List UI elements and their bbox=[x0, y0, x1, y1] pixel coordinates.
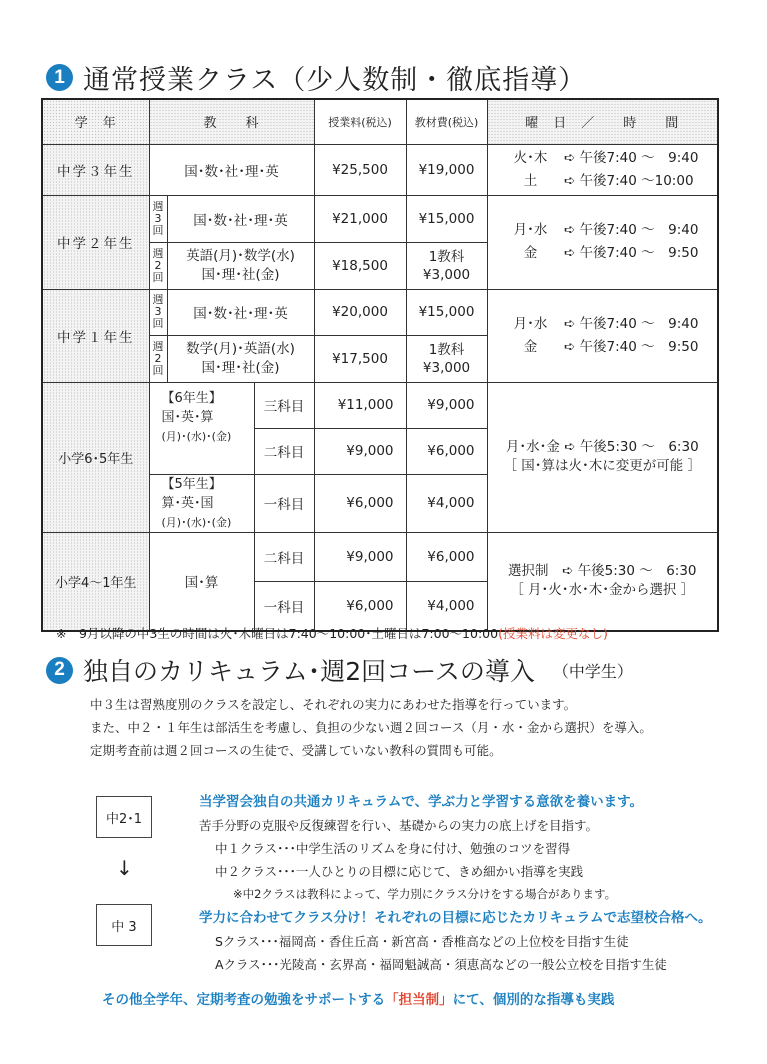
fee-es65-3: ¥11,000 bbox=[314, 382, 406, 428]
weekly2-label: 週 2 回 bbox=[149, 242, 167, 289]
curriculum-line: 中１クラス･･･中学生活のリズムを身に付け、勉強のコツを習得 bbox=[215, 841, 571, 856]
footer-post: にて、個別的な指導も実践 bbox=[452, 992, 615, 1008]
fee-ms1-w3: ¥20,000 bbox=[314, 289, 406, 335]
schedule-es41: 選択制 ➪ 午後5:30 ～ 6:30 ［ 月･火･水･木･金から選択 ］ bbox=[487, 532, 718, 631]
curriculum-line: Aクラス･･･光陵高・玄界高・福岡魁誠高・須恵高などの一般公立校を目指す生徒 bbox=[215, 957, 667, 972]
footer-highlight: 「担当制」 bbox=[385, 992, 453, 1008]
section1-title bbox=[46, 58, 586, 97]
section2-title-text: 独自のカリキュラム･週2回コースの導入 bbox=[83, 657, 535, 686]
weekly3-label: 週 3 回 bbox=[149, 195, 167, 242]
down-arrow-icon: ↓ bbox=[116, 856, 133, 880]
fee-ms3: ¥25,500 bbox=[314, 144, 406, 195]
fee-ms2-w3: ¥21,000 bbox=[314, 195, 406, 242]
curriculum-note: ※中2クラスは教科によって、学力別にクラス分けをする場合があります。 bbox=[233, 887, 617, 901]
weekly3-label: 週 3 回 bbox=[149, 289, 167, 335]
footer-pre: その他全学年、定期考査の勉強をサポートする bbox=[102, 992, 386, 1008]
intro-line: 定期考査前は週２回コースの生徒で、受講していない教科の質問も可能。 bbox=[90, 743, 502, 758]
grade-ms3: 中学３年生 bbox=[42, 144, 149, 195]
subjects-ms2-w3: 国･数･社･理･英 bbox=[167, 195, 314, 242]
grade-ms1: 中学１年生 bbox=[42, 289, 149, 382]
material-es65-3: ¥9,000 bbox=[406, 382, 487, 428]
count-es65-3: 三科目 bbox=[254, 382, 314, 428]
curriculum-ms21-headline: 当学習会独自の共通カリキュラムで、学ぶ力と学習する意欲を養います。 bbox=[199, 794, 644, 810]
table-note bbox=[56, 624, 608, 642]
material-es65-2: ¥6,000 bbox=[406, 428, 487, 474]
count-es41-1: 一科目 bbox=[254, 581, 314, 631]
table-note-text: ※ 9月以降の中3生の時間は火･木曜日は7:40～10:00･土曜日は7:00～10:00 bbox=[56, 626, 499, 641]
curriculum-line: Sクラス･･･福岡高・香住丘高・新宮高・香椎高などの上位校を目指す生徒 bbox=[215, 934, 629, 949]
material-ms2-w2: 1教科 ¥3,000 bbox=[406, 242, 487, 289]
curriculum-ms3-headline: 学力に合わせてクラス分け！それぞれの目標に応じたカリキュラムで志望校合格へ。 bbox=[199, 910, 712, 926]
material-es41-2: ¥6,000 bbox=[406, 532, 487, 581]
fee-ms1-w2: ¥17,500 bbox=[314, 335, 406, 382]
material-ms1-w3: ¥15,000 bbox=[406, 289, 487, 335]
grade-es41: 小学4～1年生 bbox=[42, 532, 149, 631]
grade-box-ms3: 中 3 bbox=[96, 904, 152, 946]
schedule-ms3: 火･木 ➪ 午後7:40 ～ 9:40 土 ➪ 午後7:40 ～10:00 bbox=[487, 144, 718, 195]
section2-subtitle: （中学生） bbox=[552, 661, 633, 681]
class-schedule-table bbox=[41, 98, 719, 632]
material-ms1-w2: 1教科 ¥3,000 bbox=[406, 335, 487, 382]
subjects-ms2-w2: 英語(月)･数学(水) 国･理･社(金) bbox=[167, 242, 314, 289]
table-note-red: (授業料は変更なし) bbox=[498, 626, 608, 641]
fee-ms2-w2: ¥18,500 bbox=[314, 242, 406, 289]
curriculum-ms21 bbox=[199, 790, 643, 906]
fee-es41-1: ¥6,000 bbox=[314, 581, 406, 631]
curriculum-line: 中２クラス･･･一人ひとりの目標に応じて、きめ細かい指導を実践 bbox=[215, 864, 584, 879]
schedule-ms1: 月･水 ➪ 午後7:40 ～ 9:40 金 ➪ 午後7:40 ～ 9:50 bbox=[487, 289, 718, 382]
header-schedule: 曜 日 ／ 時 間 bbox=[487, 99, 718, 144]
header-material: 教材費(税込) bbox=[406, 99, 487, 144]
section1-title-text: 通常授業クラス（少人数制・徹底指導） bbox=[83, 65, 587, 96]
curriculum-ms3 bbox=[199, 906, 711, 976]
material-es41-1: ¥4,000 bbox=[406, 581, 487, 631]
fee-es41-2: ¥9,000 bbox=[314, 532, 406, 581]
header-fee: 授業料(税込) bbox=[314, 99, 406, 144]
section-number-badge: 2 bbox=[46, 657, 73, 684]
section2-intro bbox=[90, 693, 652, 762]
subjects-es41: 国･算 bbox=[149, 532, 254, 631]
curriculum-line: 苦手分野の克服や反復練習を行い、基礎からの実力の底上げを目指す。 bbox=[199, 818, 599, 833]
material-ms2-w3: ¥15,000 bbox=[406, 195, 487, 242]
subjects-ms1-w2: 数学(月)･英語(水) 国･理･社(金) bbox=[167, 335, 314, 382]
header-grade: 学 年 bbox=[42, 99, 149, 144]
subjects-es5: 【5年生】 算･英･国 (月)･(水)･(金) bbox=[149, 474, 254, 532]
fee-es65-1: ¥6,000 bbox=[314, 474, 406, 532]
grade-box-ms21: 中2･1 bbox=[96, 796, 152, 838]
count-es65-2: 二科目 bbox=[254, 428, 314, 474]
material-es65-1: ¥4,000 bbox=[406, 474, 487, 532]
fee-es65-2: ¥9,000 bbox=[314, 428, 406, 474]
section-number-badge: 1 bbox=[46, 64, 73, 91]
grade-ms2: 中学２年生 bbox=[42, 195, 149, 289]
subjects-es6: 【6年生】 国･英･算 (月)･(水)･(金) bbox=[149, 382, 254, 474]
count-es41-2: 二科目 bbox=[254, 532, 314, 581]
subjects-ms3: 国･数･社･理･英 bbox=[149, 144, 314, 195]
intro-line: 中３生は習熟度別のクラスを設定し、それぞれの実力にあわせた指導を行っています。 bbox=[90, 697, 577, 712]
header-subject: 教 科 bbox=[149, 99, 314, 144]
schedule-ms2: 月･水 ➪ 午後7:40 ～ 9:40 金 ➪ 午後7:40 ～ 9:50 bbox=[487, 195, 718, 289]
section2-title bbox=[46, 652, 633, 688]
footer-note bbox=[102, 988, 614, 1008]
schedule-es65: 月･水･金 ➪ 午後5:30 ～ 6:30 ［ 国･算は火･木に変更が可能 ］ bbox=[487, 382, 718, 532]
intro-line: また、中２・１年生は部活生を考慮し、負担の少ない週２回コース（月・水・金から選択）を導入。 bbox=[90, 720, 652, 735]
material-ms3: ¥19,000 bbox=[406, 144, 487, 195]
subjects-ms1-w3: 国･数･社･理･英 bbox=[167, 289, 314, 335]
count-es65-1: 一科目 bbox=[254, 474, 314, 532]
grade-es65: 小学6･5年生 bbox=[42, 382, 149, 532]
weekly2-label: 週 2 回 bbox=[149, 335, 167, 382]
